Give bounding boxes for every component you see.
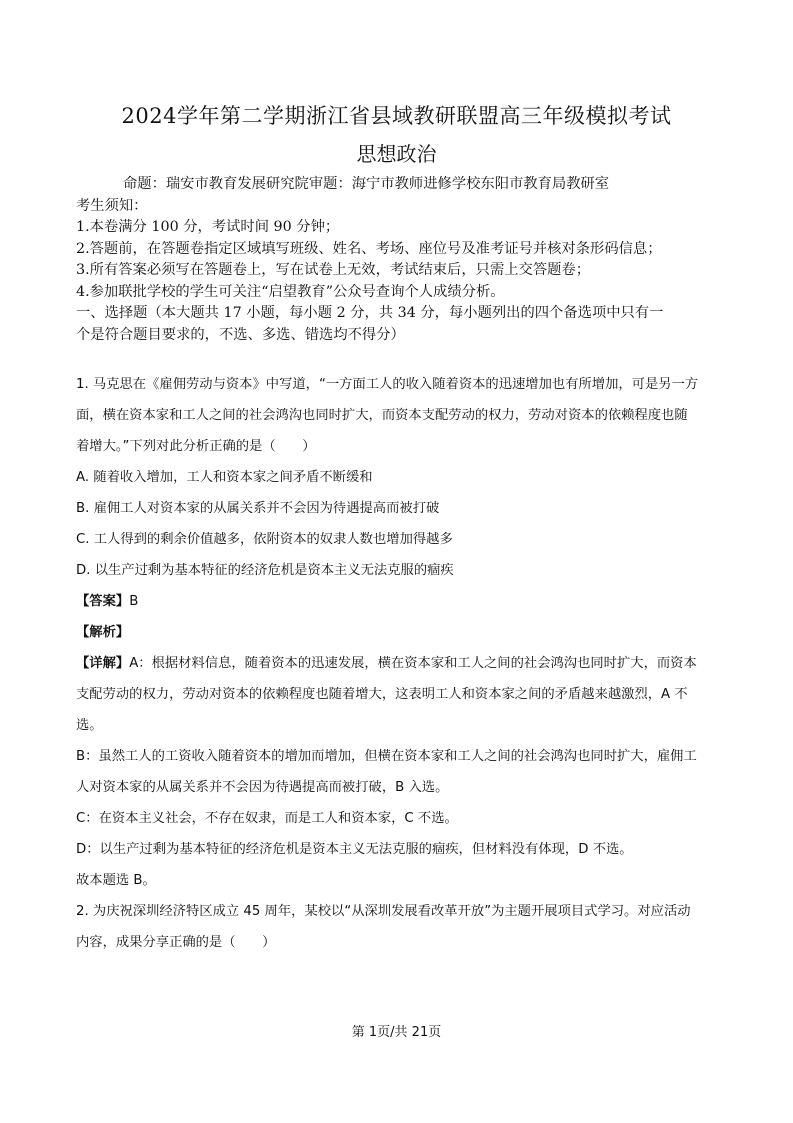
q1-stem-line: 着增大。”下列对此分析正确的是（ ）	[76, 439, 316, 454]
q1-detail-line: 选。	[76, 718, 103, 733]
q1-detail-line: 人对资本家的从属关系并不会因为待遇提高而被打破，B 入选。	[76, 780, 449, 795]
q1-stem-line: 1. 马克思在《雇佣劳动与资本》中写道，“一方面工人的收入随着资本的迅速增加也有所增加，可是另一方	[76, 377, 699, 392]
q1-answer	[76, 586, 726, 617]
section-heading: 一、选择题（本大题共 17 小题，每小题 2 分，共 34 分，每小题列出的四个备选项中只有一	[76, 305, 664, 321]
detail-text: A：根据材料信息，随着资本的迅速发展，横在资本家和工人之间的社会鸿沟也同时扩大，而资本	[129, 656, 697, 671]
q1-detail-line: C：在资本主义社会，不存在奴隶，而是工人和资本家，C 不选。	[76, 811, 458, 826]
q1-detail-line: B：虽然工人的工资收入随着资本的增加而增加，但横在资本家和工人之间的社会鸿沟也同时扩大，雇佣工	[76, 749, 697, 764]
notice-item: 2.答题前，在答题卷指定区域填写班级、姓名、考场、座位号及准考证号并核对条形码信息；	[76, 240, 662, 257]
exam-authors: 命题：瑞安市教育发展研究院审题：海宁市教师进修学校东阳市教育局教研室	[123, 176, 610, 192]
exam-title: 2024学年第二学期浙江省县域教研联盟高三年级模拟考试	[121, 104, 672, 128]
exam-subject: 思想政治	[356, 142, 437, 166]
q1-detail-line: 支配劳动的权力，劳动对资本的依赖程度也随着增大，这表明工人和资本家之间的矛盾越来越激烈，A 不	[76, 687, 688, 702]
page-footer: 第 1页/共 21页	[351, 1025, 442, 1040]
q1-detail-line: 故本题选 B。	[76, 873, 156, 888]
notice-heading: 考生须知：	[76, 197, 148, 214]
notice-item: 4.参加联批学校的学生可关注“启望教育”公众号查询个人成绩分析。	[76, 283, 505, 300]
detail-label: 【详解】	[76, 656, 130, 671]
question-1	[76, 369, 726, 958]
q2-stem-line: 内容，成果分享正确的是（ ）	[76, 935, 276, 950]
answer-label: 【答案】	[76, 594, 130, 609]
q1-detail-line: D：以生产过剩为基本特征的经济危机是资本主义无法克服的痼疾，但材料没有体现，D 不选。	[76, 842, 633, 857]
notice-item: 3.所有答案必须写在答题卷上，写在试卷上无效，考试结束后，只需上交答题卷；	[76, 262, 591, 278]
q1-option-b: B. 雇佣工人对资本家的从属关系并不会因为待遇提高而被打破	[76, 501, 440, 516]
q2-stem-line: 2. 为庆祝深圳经济特区成立 45 周年，某校以“从深圳发展看改革开放”为主题开展项目式学习。对应活动	[76, 904, 691, 919]
q1-detail-line	[76, 648, 726, 679]
q1-option-d: D. 以生产过剩为基本特征的经济危机是资本主义无法克服的痼疾	[76, 563, 454, 578]
q1-option-a: A. 随着收入增加，工人和资本家之间矛盾不断缓和	[76, 470, 373, 485]
answer-value: B	[129, 594, 139, 609]
analysis-label: 【解析】	[76, 625, 130, 640]
q1-stem-line: 面，横在资本家和工人之间的社会鸿沟也同时扩大，而资本支配劳动的权力，劳动对资本的依赖程度也随	[76, 408, 688, 423]
q1-option-c: C. 工人得到的剩余价值越多，依附资本的奴隶人数也增加得越多	[76, 532, 453, 547]
exam-header-info	[76, 174, 726, 346]
section-heading-cont: 个是符合题目要求的，不选、多选、错选均不得分）	[76, 326, 405, 343]
notice-item: 1.本卷满分 100 分，考试时间 90 分钟；	[76, 219, 340, 235]
